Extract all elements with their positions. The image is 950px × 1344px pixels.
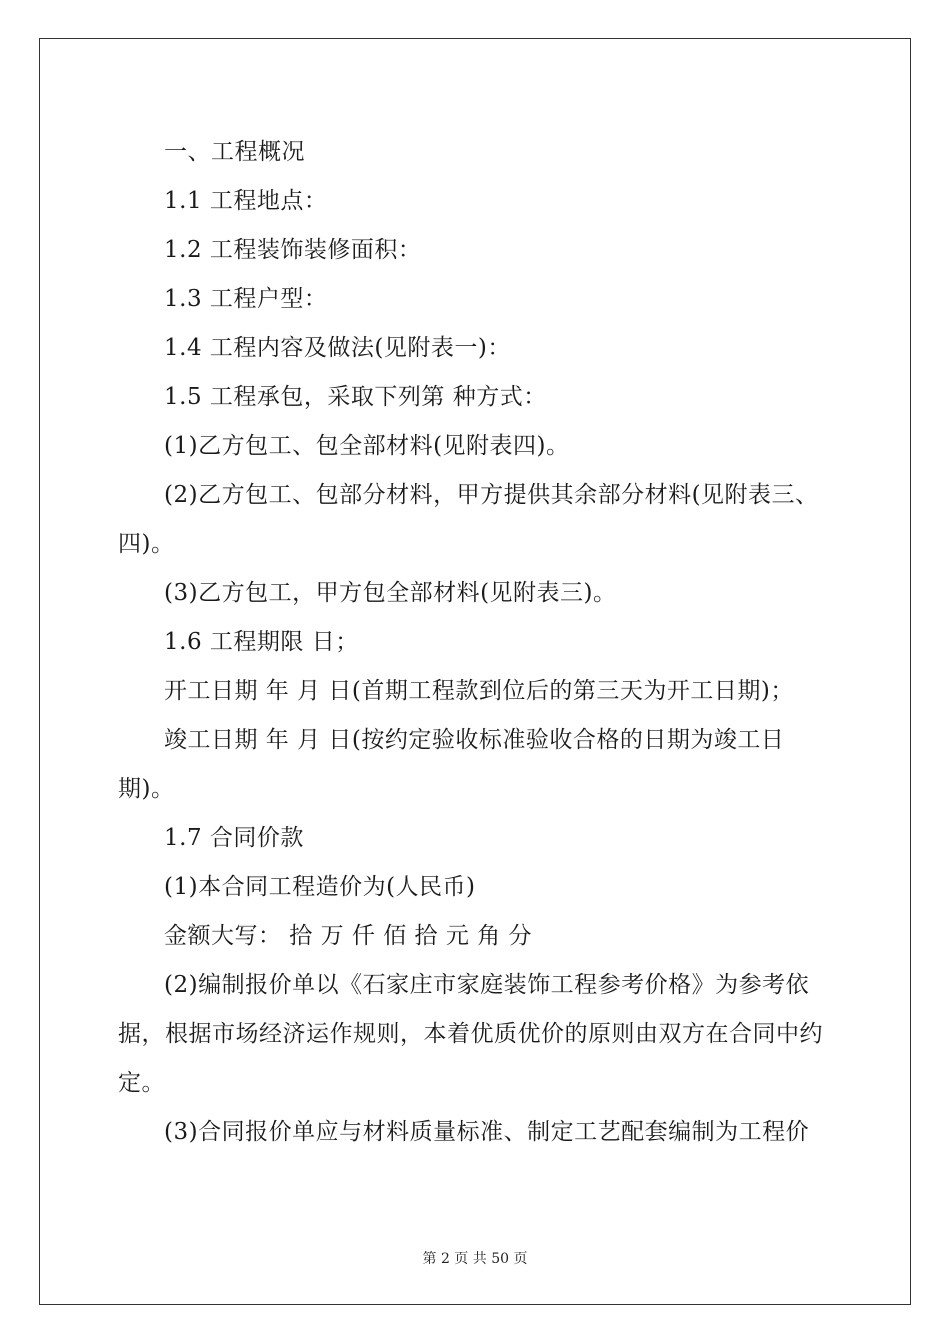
paragraph-line: 1.6 工程期限 日； <box>164 629 359 655</box>
paragraph-line: 1.2 工程装饰装修面积： <box>164 237 422 263</box>
paragraph-line: 1.3 工程户型： <box>164 286 328 312</box>
paragraph-line: 1.5 工程承包，采取下列第 种方式： <box>164 384 547 410</box>
paragraph-line: 金额大写： 拾 万 仟 佰 拾 元 角 分 <box>164 923 532 949</box>
paragraph-line: 开工日期 年 月 日(首期工程款到位后的第三天为开工日期)； <box>164 678 794 704</box>
paragraph-line: (1)本合同工程造价为(人民币) <box>164 874 476 900</box>
paragraph-line: 据，根据市场经济运作规则，本着优质优价的原则由双方在合同中约 <box>118 1021 823 1047</box>
paragraph-line: 竣工日期 年 月 日(按约定验收标准验收合格的日期为竣工日 <box>164 727 785 753</box>
paragraph-line: 四)。 <box>118 531 175 557</box>
paragraph-line: 1.7 合同价款 <box>164 825 304 851</box>
paragraph-line: (2)乙方包工、包部分材料，甲方提供其余部分材料(见附表三、 <box>164 482 819 508</box>
page-number-footer: 第 2 页 共 50 页 <box>422 1251 528 1267</box>
document-body <box>118 128 834 1157</box>
paragraph-line: 定。 <box>118 1070 165 1096</box>
paragraph-line: 1.1 工程地点： <box>164 188 328 214</box>
paragraph-line: 期)。 <box>118 776 175 802</box>
paragraph-line: 1.4 工程内容及做法(见附表一)： <box>164 335 511 361</box>
paragraph-line: (3)合同报价单应与材料质量标准、制定工艺配套编制为工程价 <box>164 1119 810 1145</box>
section-heading: 一、工程概况 <box>164 139 305 165</box>
paragraph-line: (3)乙方包工，甲方包全部材料(见附表三)。 <box>164 580 617 606</box>
paragraph-line: (1)乙方包工、包全部材料(见附表四)。 <box>164 433 570 459</box>
paragraph-line: (2)编制报价单以《石家庄市家庭装饰工程参考价格》为参考依 <box>164 972 810 998</box>
